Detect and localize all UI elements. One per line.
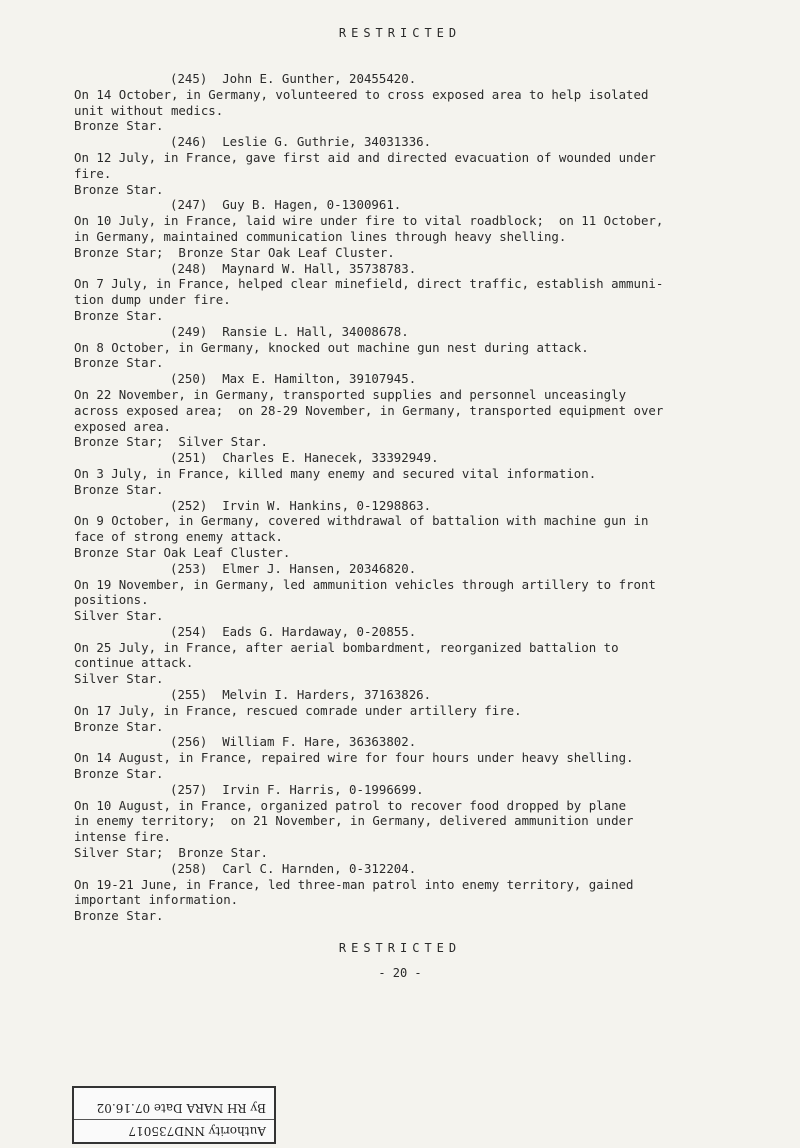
entry-text-line: Silver Star. bbox=[74, 671, 164, 687]
entry-text-line: On 10 August, in France, organized patrol to recover food dropped by plane bbox=[74, 797, 627, 813]
entry-heading: (255) Melvin I. Harders, 37163826. bbox=[170, 687, 432, 703]
entry-text-line: On 22 November, in Germany, transported supplies and personnel unceasingly bbox=[74, 386, 627, 402]
entry-text-line: Bronze Star; Bronze Star Oak Leaf Cluster. bbox=[74, 244, 395, 260]
entry-heading: (252) Irvin W. Hankins, 0-1298863. bbox=[170, 497, 432, 513]
award-entries-list bbox=[74, 71, 694, 924]
entry-text-line: On 3 July, in France, killed many enemy and secured vital information. bbox=[74, 465, 597, 481]
entry-text-line: Bronze Star. bbox=[74, 355, 164, 371]
entry-text-line: On 8 October, in Germany, knocked out machine gun nest during attack. bbox=[74, 339, 589, 355]
stamp-by-line: By RH NARA Date 07.16.02 bbox=[96, 1101, 266, 1115]
award-entry bbox=[74, 324, 694, 371]
entry-heading: (249) Ransie L. Hall, 34008678. bbox=[170, 323, 409, 339]
award-entry bbox=[74, 782, 694, 861]
entry-text-line: continue attack. bbox=[74, 655, 194, 671]
award-entry bbox=[74, 450, 694, 497]
entry-text-line: Bronze Star. bbox=[74, 908, 164, 924]
classification-footer: RESTRICTED bbox=[338, 941, 462, 955]
award-entry bbox=[74, 371, 694, 450]
award-entry bbox=[74, 498, 694, 561]
award-entry bbox=[74, 624, 694, 687]
entry-text-line: Silver Star. bbox=[74, 608, 164, 624]
award-entry bbox=[74, 861, 694, 924]
entry-text-line: face of strong enemy attack. bbox=[74, 529, 283, 545]
entry-heading: (246) Leslie G. Guthrie, 34031336. bbox=[170, 134, 432, 150]
entry-text-line: unit without medics. bbox=[74, 102, 224, 118]
award-entry bbox=[74, 71, 694, 134]
award-entry bbox=[74, 561, 694, 624]
classification-header: RESTRICTED bbox=[338, 26, 462, 40]
award-entry bbox=[74, 197, 694, 260]
entry-text-line: Bronze Star Oak Leaf Cluster. bbox=[74, 544, 291, 560]
entry-heading: (250) Max E. Hamilton, 39107945. bbox=[170, 371, 417, 387]
entry-text-line: in Germany, maintained communication lines through heavy shelling. bbox=[74, 228, 567, 244]
award-entry bbox=[74, 261, 694, 324]
page-number: - 20 - bbox=[378, 966, 422, 980]
entry-text-line: important information. bbox=[74, 892, 239, 908]
entry-text-line: in enemy territory; on 21 November, in Germany, delivered ammunition under bbox=[74, 813, 634, 829]
award-entry bbox=[74, 734, 694, 781]
entry-text-line: Bronze Star. bbox=[74, 307, 164, 323]
entry-text-line: Bronze Star. bbox=[74, 481, 164, 497]
entry-text-line: On 19-21 June, in France, led three-man patrol into enemy territory, gained bbox=[74, 876, 634, 892]
award-entry bbox=[74, 687, 694, 734]
entry-text-line: On 19 November, in Germany, led ammunition vehicles through artillery to front bbox=[74, 576, 656, 592]
entry-text-line: across exposed area; on 28-29 November, in Germany, transported equipment over bbox=[74, 402, 664, 418]
entry-text-line: On 12 July, in France, gave first aid and directed evacuation of wounded under bbox=[74, 149, 656, 165]
entry-text-line: Bronze Star. bbox=[74, 766, 164, 782]
entry-text-line: tion dump under fire. bbox=[74, 292, 231, 308]
entry-heading: (256) William F. Hare, 36363802. bbox=[170, 734, 417, 750]
entry-text-line: Bronze Star; Silver Star. bbox=[74, 434, 268, 450]
entry-heading: (247) Guy B. Hagen, 0-1300961. bbox=[170, 197, 402, 213]
entry-text-line: intense fire. bbox=[74, 829, 171, 845]
entry-text-line: On 7 July, in France, helped clear minefield, direct traffic, establish ammuni- bbox=[74, 276, 664, 292]
entry-heading: (254) Eads G. Hardaway, 0-20855. bbox=[170, 623, 417, 639]
entry-text-line: On 9 October, in Germany, covered withdrawal of battalion with machine gun in bbox=[74, 513, 649, 529]
entry-text-line: Bronze Star. bbox=[74, 118, 164, 134]
entry-text-line: exposed area. bbox=[74, 418, 171, 434]
entry-heading: (253) Elmer J. Hansen, 20346820. bbox=[170, 560, 417, 576]
entry-text-line: Bronze Star. bbox=[74, 718, 164, 734]
entry-text-line: On 10 July, in France, laid wire under fire to vital roadblock; on 11 October, bbox=[74, 213, 664, 229]
entry-heading: (257) Irvin F. Harris, 0-1996699. bbox=[170, 781, 424, 797]
entry-heading: (258) Carl C. Harnden, 0-312204. bbox=[170, 860, 417, 876]
entry-text-line: positions. bbox=[74, 592, 149, 608]
declassification-stamp bbox=[72, 1086, 276, 1144]
entry-text-line: Bronze Star. bbox=[74, 181, 164, 197]
entry-text-line: Silver Star; Bronze Star. bbox=[74, 845, 268, 861]
entry-heading: (245) John E. Gunther, 20455420. bbox=[170, 71, 417, 86]
stamp-authority-line: Authority NND735017 bbox=[74, 1119, 274, 1142]
entry-text-line: On 25 July, in France, after aerial bombardment, reorganized battalion to bbox=[74, 639, 619, 655]
entry-text-line: On 14 October, in Germany, volunteered to cross exposed area to help isolated bbox=[74, 86, 649, 102]
entry-text-line: fire. bbox=[74, 165, 112, 181]
entry-heading: (251) Charles E. Hanecek, 33392949. bbox=[170, 450, 439, 466]
entry-text-line: On 14 August, in France, repaired wire for four hours under heavy shelling. bbox=[74, 750, 634, 766]
award-entry bbox=[74, 134, 694, 197]
entry-text-line: On 17 July, in France, rescued comrade under artillery fire. bbox=[74, 702, 522, 718]
entry-heading: (248) Maynard W. Hall, 35738783. bbox=[170, 260, 417, 276]
